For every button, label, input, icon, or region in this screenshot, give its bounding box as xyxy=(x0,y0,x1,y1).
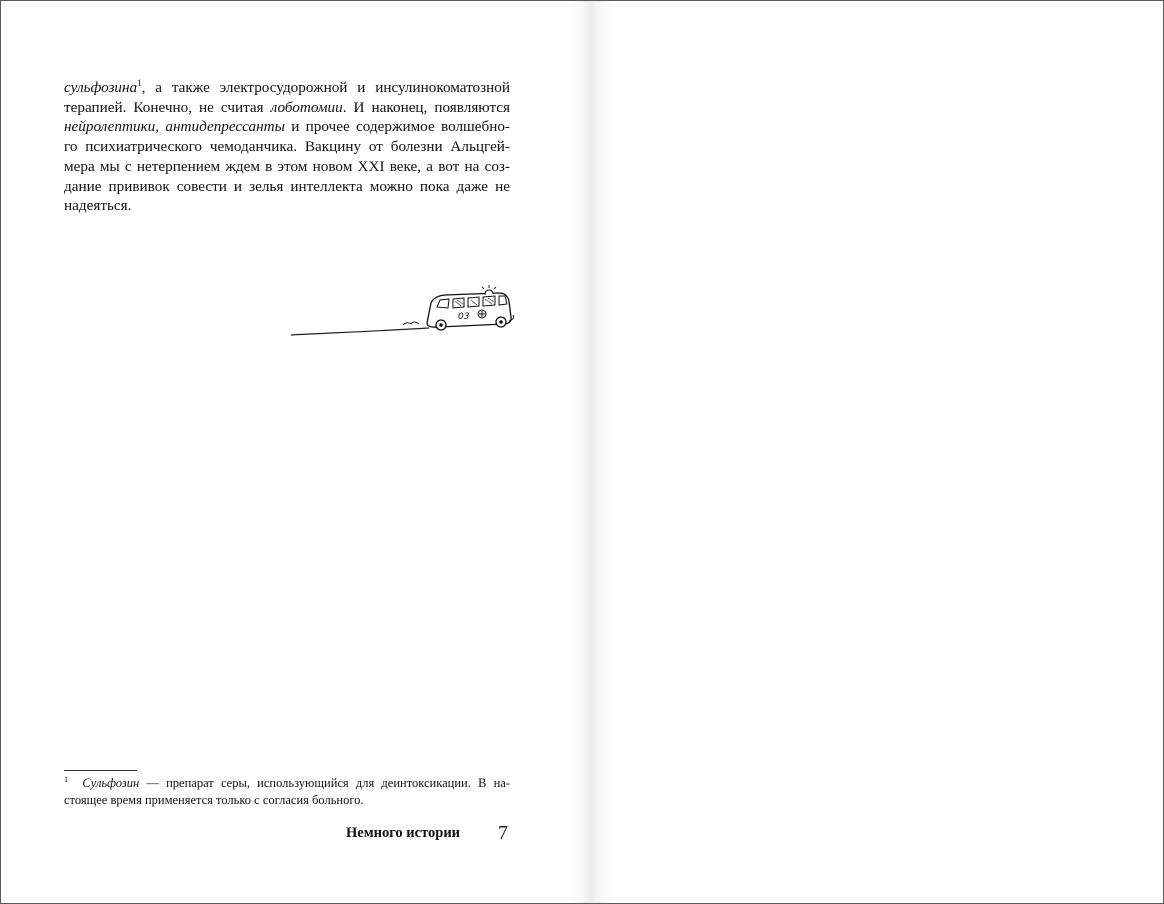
body-line-2: терапией. Конечно, не считая лоботомии. И наконец, появляются xyxy=(64,98,510,116)
term-neuroleptics: нейролептики xyxy=(64,118,156,136)
body-paragraph xyxy=(64,78,510,216)
body-line-3: нейролептики, антидепрессанты и прочее содержимое волшебно- xyxy=(64,118,510,136)
road-line xyxy=(291,328,429,335)
footnote xyxy=(64,775,510,809)
footnote-term: Сульфозин xyxy=(82,776,140,790)
left-page xyxy=(1,1,581,903)
book-gutter xyxy=(569,1,615,903)
body-line-6: дание прививок совести и зелья интеллекта можно пока даже не xyxy=(64,177,510,195)
ambulance-illustration xyxy=(289,281,515,341)
page-number: 7 xyxy=(498,822,508,844)
body-line-4: го психиатрического чемоданчика. Вакцину от болезни Альцгей- xyxy=(64,138,510,156)
footnote-separator xyxy=(64,770,137,771)
body-line-1: сульфозина$^1$, а также электросудорожной и инсулинокоматозной xyxy=(64,78,510,96)
body-line-7: надеяться. xyxy=(64,197,132,215)
term-sulfozin: сульфозина xyxy=(64,79,138,96)
ambulance-icon xyxy=(427,285,514,330)
footnote-marker: 1 xyxy=(64,775,68,784)
term-lobotomy: лоботомии xyxy=(270,98,343,116)
term-antidepressants: антидепрессанты xyxy=(165,118,285,136)
body-line-5: мера мы с нетерпением ждем в этом новом XXI веке, а вот на соз- xyxy=(64,157,510,175)
right-page-blank xyxy=(581,1,1163,903)
footnote-ref[interactable]: 1 xyxy=(137,78,142,88)
footnote-line-1: $^1$ Сульфозин — препарат серы, использующийся для деинтоксикации. В на- xyxy=(64,775,510,790)
running-head: Немного истории xyxy=(346,825,461,841)
footnote-line-2: стоящее время применяется только с согласия больного. xyxy=(64,793,364,807)
exhaust-icon xyxy=(403,322,419,325)
ambulance-plate: 03 xyxy=(458,312,470,322)
